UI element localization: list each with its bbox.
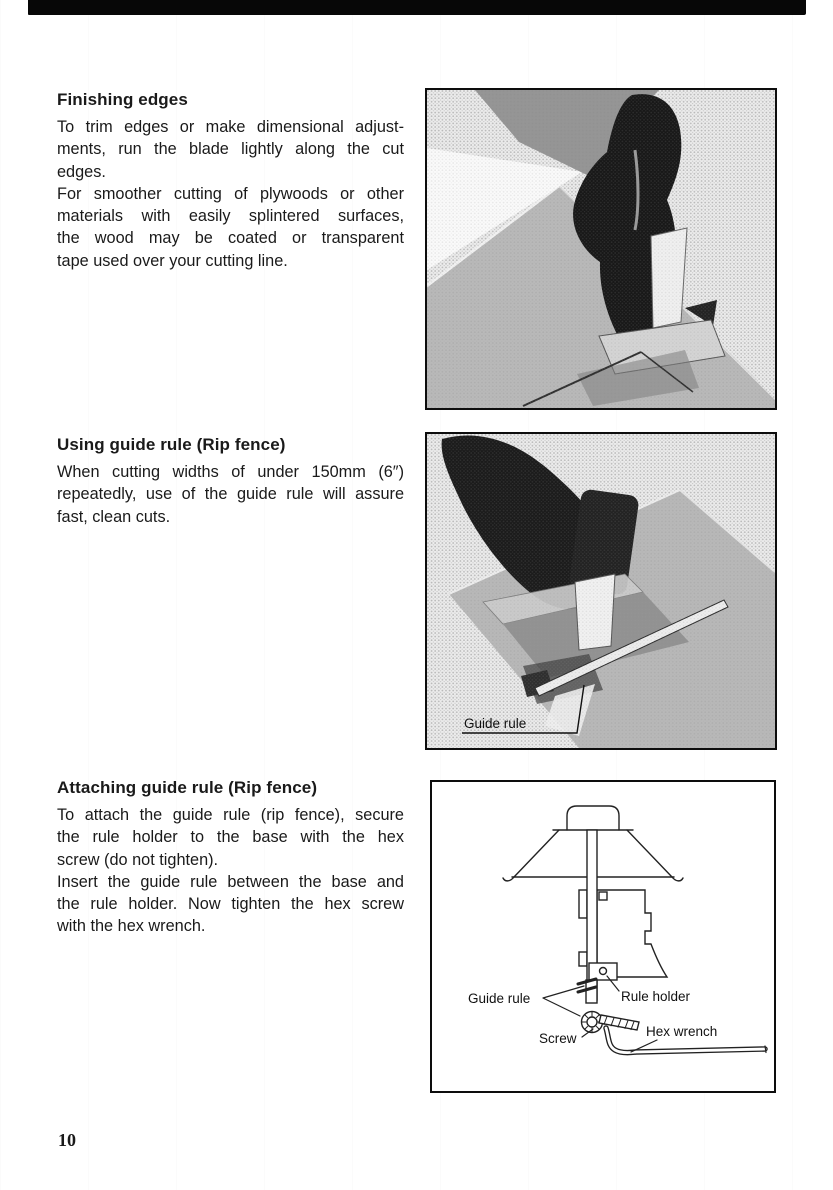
figure-photo-using-guide-rule <box>425 432 777 750</box>
body-line: edges. <box>57 162 106 181</box>
figure-photo-trimming-edges <box>425 88 777 410</box>
body-line: To attach the guide rule (rip fence), secure <box>57 806 404 824</box>
body-line: the rule holder. Now tighten the hex screw <box>57 895 404 914</box>
body-line: materials with easily splintered surfaces, <box>57 207 404 226</box>
diagram-label-guide-rule: Guide rule <box>468 991 531 1006</box>
section-heading-attaching-guide-rule: Attaching guide rule (Rip fence) <box>57 778 318 797</box>
section-heading-finishing-edges: Finishing edges <box>57 90 188 109</box>
body-line: the wood may be coated or transparent <box>57 229 404 248</box>
photo-trimming-edges <box>427 90 775 408</box>
guide-rule-label: Guide rule <box>464 716 527 731</box>
body-line: the rule holder to the base with the hex <box>57 828 404 847</box>
scan-artifact-bar <box>28 0 806 15</box>
body-line: with the hex wrench. <box>57 917 206 936</box>
section-heading-using-guide-rule: Using guide rule (Rip fence) <box>57 435 286 454</box>
section-body-finishing-edges <box>57 116 404 272</box>
body-line: Insert the guide rule between the base and <box>57 872 404 891</box>
body-line: To trim edges or make dimensional adjust- <box>57 118 404 136</box>
rule-holder-part <box>589 963 617 980</box>
body-line: repeatedly, use of the guide rule will assure <box>57 485 404 504</box>
body-line: ments, run the blade lightly along the cut <box>57 140 404 159</box>
body-line: For smoother cutting of plywoods or other <box>57 184 404 203</box>
photo-using-guide-rule <box>427 434 775 748</box>
diagram-attach-guide-rule <box>432 782 774 1091</box>
body-line: When cutting widths of under 150mm (6″) <box>57 463 404 481</box>
body-line: fast, clean cuts. <box>57 507 171 526</box>
body-line: tape used over your cutting line. <box>57 251 288 270</box>
section-body-attaching-guide-rule <box>57 804 404 938</box>
figure-diagram-attach-guide-rule <box>430 780 776 1093</box>
diagram-label-screw: Screw <box>539 1031 577 1046</box>
body-line: screw (do not tighten). <box>57 850 219 869</box>
diagram-label-rule-holder: Rule holder <box>621 989 691 1004</box>
diagram-label-hex-wrench: Hex wrench <box>646 1024 718 1039</box>
guide-rule-part <box>578 979 597 1003</box>
page-number: 10 <box>58 1130 76 1150</box>
section-body-using-guide-rule <box>57 461 404 528</box>
